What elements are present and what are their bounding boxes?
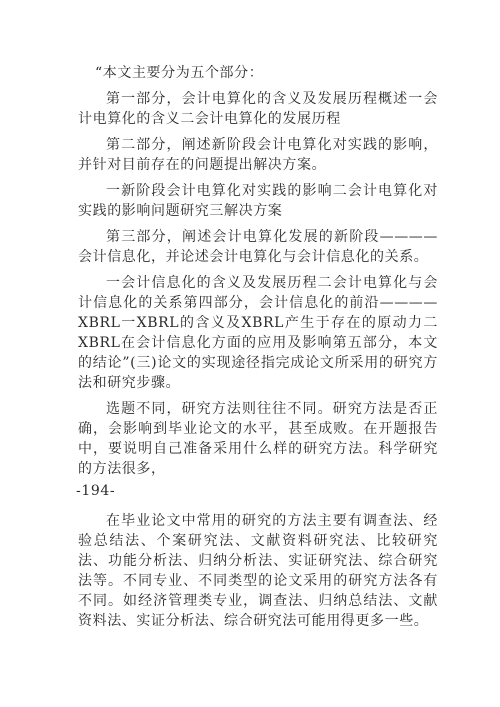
paragraph-3: 第二部分，阐述新阶段会计电算化对实践的影响，并针对目前存在的问题提出解决方案。 [78,137,438,173]
paragraph-1: “本文主要分为五个部分： [95,65,264,81]
paragraph-7: 选题不同，研究方法则往往不同。研究方法是否正确，会影响到毕业论文的水平，甚至成败。在开题报告中，要说明自己准备采用什么样的研究方法。科学研究的方法很多， [78,401,438,477]
paragraph-5: 第三部分，阐述会计电算化发展的新阶段————会计信息化，并论述会计电算化与会计信息化的关系。 [78,229,438,265]
document-body [78,63,438,637]
paragraph-2: 第一部分，会计电算化的含义及发展历程概述一会计电算化的含义二会计电算化的发展历程 [78,91,438,127]
paragraph-6: 一会计信息化的含义及发展历程二会计电算化与会计信息化的关系第四部分，会计信息化的前沿————XBRL一XBRL的含义及XBRL产生于存在的原动力二XBRL在会计信息化方面的应用及影响第五部分，本文的结论”(三)论文的实现途径指完成论文所采用的研究方法和研究步骤。 [78,275,438,391]
paragraph-8: 在毕业论文中常用的研究的方法主要有调查法、经验总结法、个案研究法、文献资料研究法、比较研究法、功能分析法、归纳分析法、实证研究法、综合研究法等。不同专业、不同类型的论文采用的研究方法各有不同。如经济管理类专业，调查法、归纳总结法、文献资料法、实证分析法、综合研究法可能用得更多一些。 [78,513,438,629]
page-number: -194- [76,483,116,499]
paragraph-4: 一新阶段会计电算化对实践的影响二会计电算化对实践的影响问题研究三解决方案 [78,183,438,219]
